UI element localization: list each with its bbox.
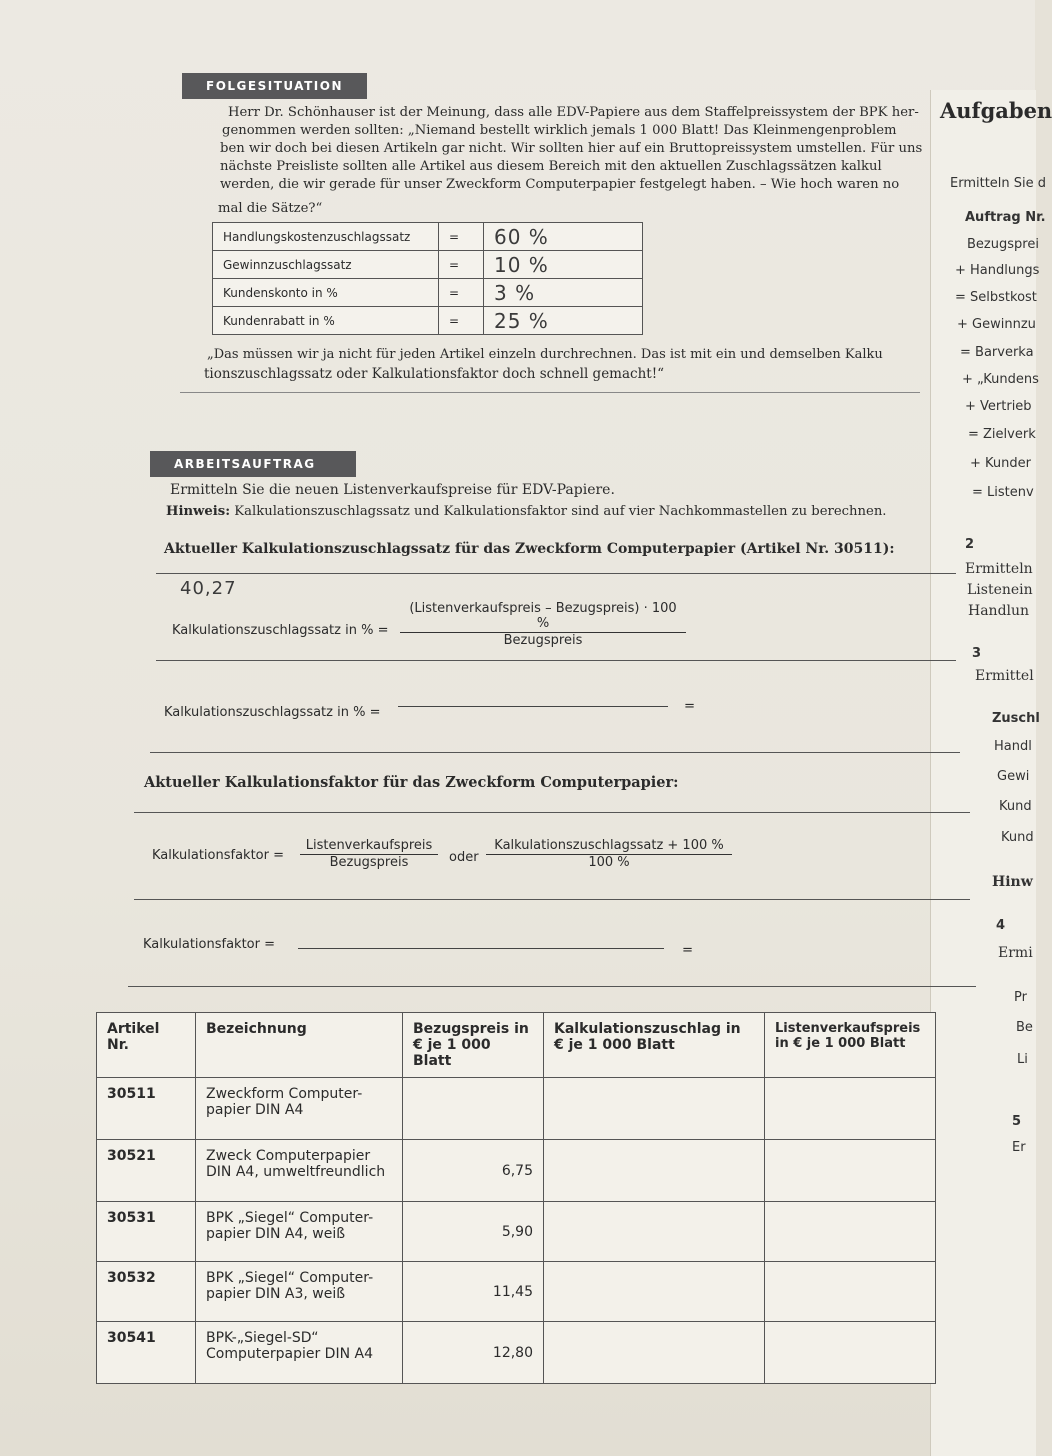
- section1-title: Aktueller Kalkulationszuschlagssatz für das Zweckform Computerpapier (Artikel Nr. 30511):: [164, 541, 895, 557]
- table-header-row: [97, 1013, 936, 1078]
- right-item: Bezugsprei: [967, 237, 1039, 252]
- right-item: = Zielverk: [968, 427, 1036, 442]
- right-item: 2: [965, 537, 975, 552]
- rate-value: 10 %: [484, 251, 643, 279]
- formula2b-denominator: 100 %: [588, 855, 630, 870]
- cell-kz[interactable]: [544, 1078, 765, 1140]
- folge-line-5: werden, die wir gerade für unser Zweckform Computerpapier festgelegt haben. – Wie hoch waren no: [220, 177, 900, 192]
- formula1-numerator: (Listenverkaufspreis – Bezugspreis) · 100 %: [400, 601, 686, 633]
- cell-bez: BPK-„Siegel-SD“ Computerpapier DIN A4: [196, 1322, 403, 1384]
- rate-value: 60 %: [484, 223, 643, 251]
- right-item: Kund: [1001, 830, 1034, 845]
- table-row: [97, 1322, 936, 1384]
- cell-bp: 12,80: [403, 1322, 544, 1384]
- rate-eq: =: [439, 251, 484, 279]
- right-item: Pr: [1014, 990, 1027, 1005]
- cell-kz[interactable]: [544, 1322, 765, 1384]
- right-item: Li: [1017, 1052, 1028, 1067]
- rate-eq: =: [439, 279, 484, 307]
- cell-nr: 30521: [97, 1140, 196, 1202]
- right-item: Ermi: [998, 945, 1033, 961]
- cell-kz[interactable]: [544, 1140, 765, 1202]
- right-item: = Barverka: [960, 345, 1034, 360]
- answer1-equals: =: [684, 699, 696, 714]
- aufgaben-title: Aufgaben: [940, 98, 1052, 123]
- right-item: 3: [972, 646, 982, 661]
- rate-label: Kundenrabatt in %: [213, 307, 439, 335]
- cell-bez: Zweck Computerpapier DIN A4, umweltfreundlich: [196, 1140, 403, 1202]
- cell-nr: 30511: [97, 1078, 196, 1140]
- table-row: [97, 1140, 936, 1202]
- arbeitsauftrag-tag: ARBEITSAUFTRAG: [150, 451, 356, 477]
- rates-table: [212, 222, 643, 335]
- th-kalkulationszuschlag: Kalkulationszuschlag in € je 1 000 Blatt: [544, 1013, 765, 1078]
- right-item: Hinw: [992, 874, 1033, 890]
- task-text: Ermitteln Sie die neuen Listenverkaufspreise für EDV-Papiere.: [170, 482, 615, 498]
- formula2-numerator: Listenverkaufspreis: [300, 838, 438, 855]
- th-listenverkaufspreis: Listenverkaufspreis in € je 1 000 Blatt: [765, 1013, 936, 1078]
- cell-lvp[interactable]: [765, 1262, 936, 1322]
- cell-nr: 30531: [97, 1202, 196, 1262]
- right-item: Gewi: [997, 769, 1030, 784]
- formula2-denominator: Bezugspreis: [329, 855, 409, 870]
- right-item: + Gewinnzu: [957, 317, 1036, 332]
- hint-text: [166, 503, 887, 520]
- hint-body: Kalkulationszuschlagssatz und Kalkulationsfaktor sind auf vier Nachkommastellen zu berechnen.: [230, 504, 887, 519]
- folge-line-6: mal die Sätze?“: [218, 201, 323, 216]
- cell-nr: 30532: [97, 1262, 196, 1322]
- articles-table: [96, 1012, 936, 1384]
- section-divider: [180, 392, 920, 393]
- right-item: Er: [1012, 1140, 1026, 1155]
- rate-eq: =: [439, 223, 484, 251]
- table-row: [97, 1202, 936, 1262]
- section2-title: Aktueller Kalkulationsfaktor für das Zweckform Computerpapier:: [144, 774, 679, 791]
- answer1-line[interactable]: [398, 706, 668, 707]
- cell-bp: 6,75: [403, 1140, 544, 1202]
- right-item: Be: [1016, 1020, 1033, 1035]
- right-item: + Vertrieb: [965, 399, 1032, 414]
- cell-lvp[interactable]: [765, 1202, 936, 1262]
- rate-row: [213, 307, 643, 335]
- rate-row: [213, 279, 643, 307]
- right-item: 4: [996, 918, 1006, 933]
- cell-bp: 5,90: [403, 1202, 544, 1262]
- rate-eq: =: [439, 307, 484, 335]
- formula2-fraction: [300, 838, 438, 870]
- right-item: Listenein: [967, 582, 1033, 598]
- right-item: Zuschl: [992, 711, 1040, 726]
- cell-bp: 11,45: [403, 1262, 544, 1322]
- folge-line-3: ben wir doch bei diesen Artikeln gar nicht. Wir sollten hier auf ein Bruttopreissystem umstellen. Für uns: [220, 141, 923, 156]
- formula1-fraction: [400, 601, 686, 648]
- cell-kz[interactable]: [544, 1202, 765, 1262]
- rate-row: [213, 223, 643, 251]
- table-row: [97, 1078, 936, 1140]
- rate-label: Handlungskostenzuschlagssatz: [213, 223, 439, 251]
- right-item: + „Kundens: [962, 372, 1039, 387]
- rate-row: [213, 251, 643, 279]
- rate-value: 3 %: [484, 279, 643, 307]
- folge-line-4: nächste Preisliste sollten alle Artikel aus diesem Bereich mit den aktuellen Zuschlagssätzen kalkul: [220, 159, 882, 174]
- right-item: Handl: [994, 739, 1032, 754]
- right-item: 5: [1012, 1114, 1022, 1129]
- formula2b-numerator: Kalkulationszuschlagssatz + 100 %: [486, 838, 732, 855]
- right-item: + Kunder: [970, 456, 1031, 471]
- cell-lvp[interactable]: [765, 1322, 936, 1384]
- right-item: Ermitteln Sie d: [950, 176, 1047, 191]
- cell-nr: 30541: [97, 1322, 196, 1384]
- rate-label: Gewinnzuschlagssatz: [213, 251, 439, 279]
- formula2b-fraction: [486, 838, 732, 870]
- right-item: Auftrag Nr.: [965, 210, 1046, 225]
- cell-bez: Zweckform Computer-papier DIN A4: [196, 1078, 403, 1140]
- right-item: Handlun: [968, 603, 1030, 619]
- answer2-line[interactable]: [298, 948, 664, 949]
- right-item: + Handlungs: [955, 263, 1040, 278]
- cell-bp: [403, 1078, 544, 1140]
- th-bezugspreis: Bezugspreis in € je 1 000 Blatt: [403, 1013, 544, 1078]
- formula2-left: Kalkulationsfaktor =: [152, 848, 284, 863]
- quote-line-1: „Das müssen wir ja nicht für jeden Artikel einzeln durchrechnen. Das ist mit ein und demselben Kalku: [207, 347, 883, 362]
- th-artikel: Artikel Nr.: [97, 1013, 196, 1078]
- cell-lvp[interactable]: [765, 1078, 936, 1140]
- right-item: Kund: [999, 799, 1032, 814]
- right-item: = Selbstkost: [955, 290, 1037, 305]
- right-item: = Listenv: [972, 485, 1034, 500]
- rate-label: Kundenskonto in %: [213, 279, 439, 307]
- formula1-left: Kalkulationszuschlagssatz in % =: [172, 623, 389, 638]
- quote-line-2: tionszuschlagssatz oder Kalkulationsfaktor doch schnell gemacht!“: [204, 366, 665, 382]
- answer1-left: Kalkulationszuschlagssatz in % =: [164, 705, 381, 720]
- hint-label: Hinweis:: [166, 504, 231, 519]
- handwritten-note: 40,27: [180, 578, 237, 599]
- answer2-left: Kalkulationsfaktor =: [143, 937, 275, 952]
- right-item: Ermitteln: [965, 561, 1033, 577]
- right-item: Ermittel: [975, 668, 1034, 684]
- cell-bez: BPK „Siegel“ Computer-papier DIN A4, weiß: [196, 1202, 403, 1262]
- answer2-equals: =: [682, 943, 694, 958]
- folgesituation-tag: FOLGESITUATION: [182, 73, 367, 99]
- formula1-denominator: Bezugspreis: [503, 633, 583, 648]
- table-row: [97, 1262, 936, 1322]
- formula2-or: oder: [449, 850, 479, 865]
- cell-bez: BPK „Siegel“ Computer-papier DIN A3, weiß: [196, 1262, 403, 1322]
- cell-kz[interactable]: [544, 1262, 765, 1322]
- th-bezeichnung: Bezeichnung: [196, 1013, 403, 1078]
- folge-line-2: genommen werden sollten: „Niemand bestellt wirklich jemals 1 000 Blatt! Das Kleinmengenproblem: [222, 123, 897, 138]
- folge-line-1: Herr Dr. Schönhauser ist der Meinung, dass alle EDV-Papiere aus dem Staffelpreissystem der BPK her-: [228, 105, 919, 120]
- rate-value: 25 %: [484, 307, 643, 335]
- cell-lvp[interactable]: [765, 1140, 936, 1202]
